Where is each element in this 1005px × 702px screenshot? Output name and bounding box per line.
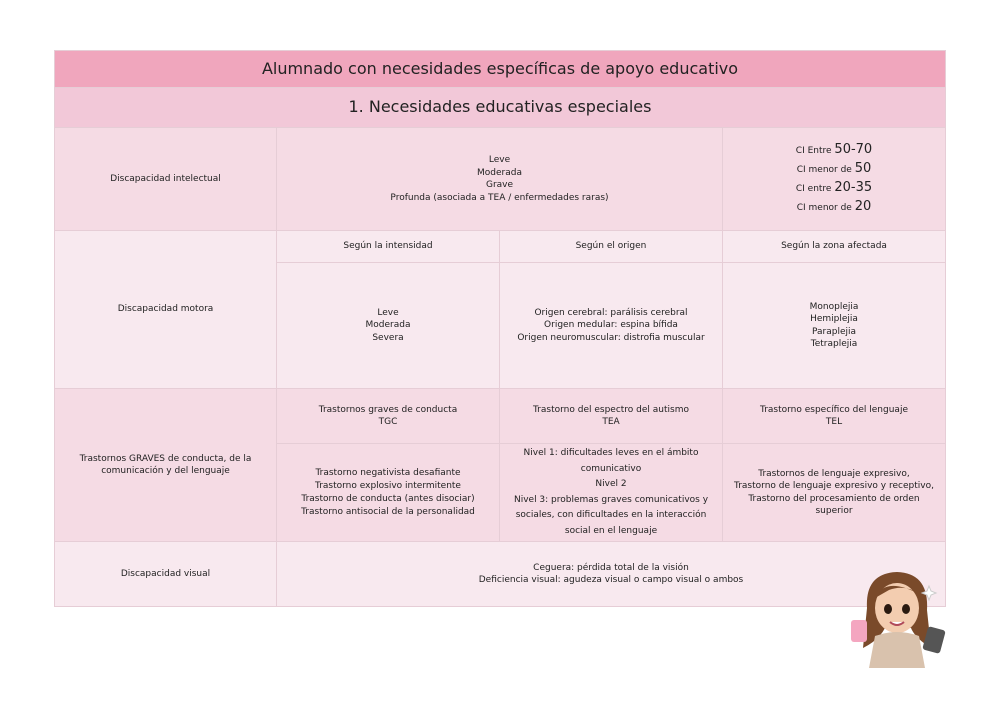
item: Leve [377, 307, 399, 318]
item: Origen medular: espina bífida [544, 320, 678, 331]
label: Discapacidad motora [117, 304, 214, 315]
header-text: Según la intensidad [343, 241, 433, 252]
motora-label [54, 231, 277, 389]
trastornos-header [723, 389, 946, 444]
item: Origen cerebral: parálisis cerebral [534, 307, 688, 318]
item: Trastorno negativista desafiante [315, 467, 461, 478]
label: Discapacidad visual [120, 568, 211, 579]
header-text: Trastorno específico del lenguaje [760, 404, 908, 415]
motora-header [277, 231, 500, 263]
header-text: Según el origen [575, 241, 647, 252]
item: Nivel 3: problemas graves comunicativos y sociales, con dificultades en la interacción social en el lenguaje [513, 494, 709, 536]
ci-item: CI menor de 50 [796, 161, 872, 176]
motora-intensidad [277, 263, 500, 389]
header-text: Trastorno del espectro del autismo [533, 404, 689, 415]
subtitle-text: 1. Necesidades educativas especiales [348, 97, 652, 117]
label: Trastornos GRAVES de conducta, de la comunicación y del lenguaje [79, 453, 252, 476]
ci-item: CI Entre 50-70 [795, 142, 873, 157]
item: Nivel 2 [595, 479, 627, 489]
trastornos-label [54, 389, 277, 542]
motora-header [723, 231, 946, 263]
item: Paraplejia [811, 326, 857, 337]
motora-origen [500, 263, 723, 389]
avatar-illustration [845, 568, 949, 668]
item: Severa [372, 332, 404, 343]
item: Trastornos de lenguaje expresivo, [758, 468, 910, 479]
header-abbr: TGC [378, 417, 398, 427]
label: Discapacidad intelectual [110, 173, 221, 184]
header-text: Según la zona afectada [781, 241, 887, 252]
item: Hemiplejia [810, 314, 858, 324]
item: Deficiencia visual: agudeza visual o campo visual o ambos [478, 575, 744, 585]
grade: Profunda (asociada a TEA / enfermedades raras) [390, 192, 609, 203]
item: Moderada [365, 320, 411, 331]
trastornos-tgc [277, 444, 500, 542]
ci-item: CI entre 20-35 [795, 180, 873, 195]
item: Trastorno del procesamiento de orden superior [748, 493, 920, 516]
item: Trastorno de lenguaje expresivo y receptivo, [734, 481, 934, 491]
item: Nivel 1: dificultades leves en el ámbito comunicativo [523, 448, 699, 474]
intelectual-ci [723, 128, 946, 231]
trastornos-header [500, 389, 723, 444]
intelectual-grades [277, 128, 723, 231]
grade: Leve [488, 155, 511, 165]
trastornos-header [277, 389, 500, 444]
table-title [54, 50, 946, 88]
motora-zona [723, 263, 946, 389]
trastornos-tel [723, 444, 946, 542]
item: Trastorno de conducta (antes disociar) [301, 493, 475, 504]
item: Tetraplejia [810, 339, 858, 349]
ci-item: CI menor de 20 [796, 199, 872, 214]
header-abbr: TEA [602, 417, 620, 427]
item: Ceguera: pérdida total de la visión [533, 562, 689, 573]
header-abbr: TEL [825, 417, 843, 427]
visual-label [54, 542, 277, 607]
item: Trastorno antisocial de la personalidad [301, 506, 475, 517]
trastornos-tea [500, 444, 723, 542]
grade: Moderada [477, 167, 522, 178]
header-text: Trastornos graves de conducta [318, 404, 458, 415]
item: Trastorno explosivo intermitente [315, 480, 461, 491]
item: Monoplejia [809, 301, 859, 312]
section-title [54, 88, 946, 128]
intelectual-label [54, 128, 277, 231]
item: Origen neuromuscular: distrofia muscular [517, 332, 705, 343]
grade: Grave [485, 180, 514, 190]
motora-header [500, 231, 723, 263]
title-text: Alumnado con necesidades específicas de apoyo educativo [261, 58, 739, 78]
